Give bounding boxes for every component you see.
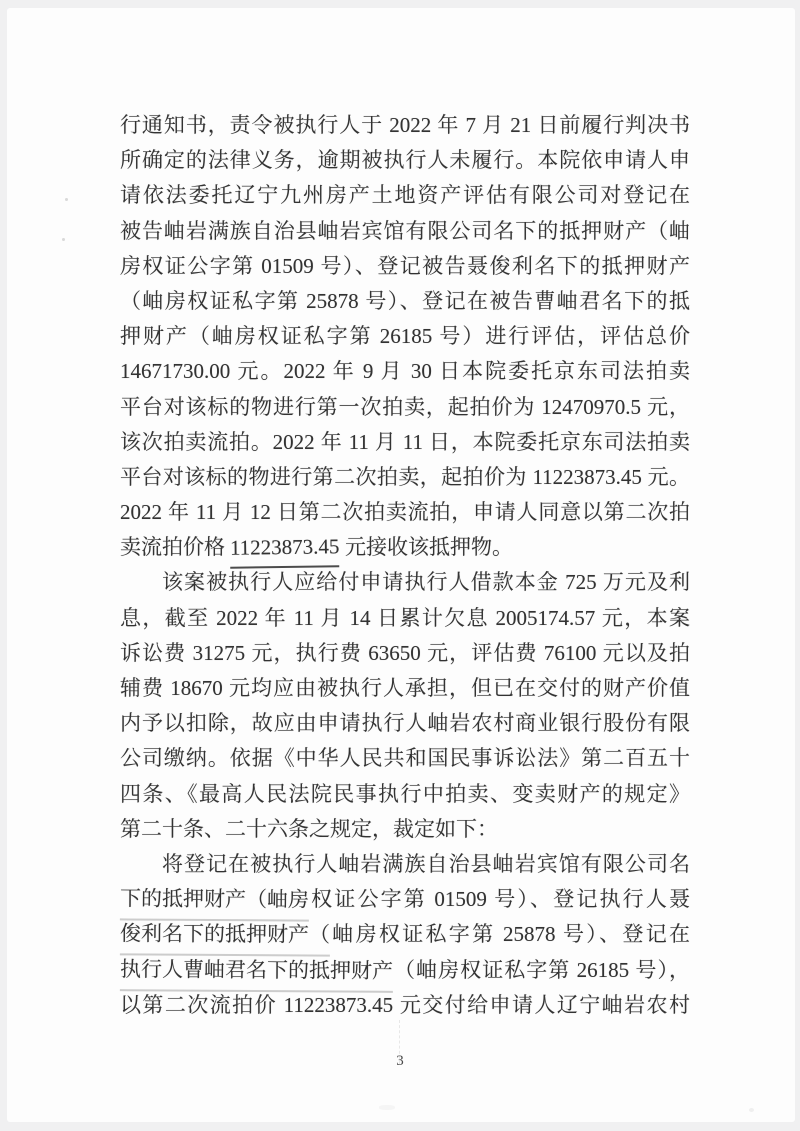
scan-noise-speck — [65, 198, 68, 201]
text-segment: 内予以扣除，故应由申请执行人岫岩农村商业银行股份有限 — [120, 711, 690, 736]
document-line — [120, 988, 690, 1023]
document-line — [120, 812, 690, 847]
pen-underlined-amount: 11223873.45 — [230, 529, 340, 569]
scan-noise-speck — [62, 238, 65, 241]
text-segment: 辅费 18670 元均应由被执行人承担，但已在交付的财产价值 — [120, 676, 690, 700]
document-line — [120, 495, 690, 530]
text-segment: 元接收该抵押物。 — [339, 535, 513, 560]
document-line — [120, 108, 690, 143]
document-line — [120, 671, 690, 706]
document-line — [120, 178, 690, 213]
text-segment: 该案被执行人应给付申请执行人借款本金 725 万元及利 — [162, 570, 690, 595]
pencil-underlined-text: 执行人曹岫君名下的抵押财产 — [120, 952, 393, 993]
document-line — [120, 706, 690, 741]
document-line — [120, 565, 690, 600]
document-line — [120, 425, 690, 460]
text-segment: 权证公字第 01509 号）、登记执行人聂 — [309, 887, 690, 912]
document-line — [120, 249, 690, 284]
document-line — [120, 953, 690, 988]
document-line — [120, 460, 690, 495]
document-line — [120, 882, 690, 917]
page-number: 3 — [396, 1053, 404, 1069]
document-line — [120, 636, 690, 671]
text-segment: 诉讼费 31275 元，执行费 63650 元，评估费 76100 元以及拍 — [120, 640, 690, 665]
scan-noise-smudge — [379, 1105, 395, 1110]
scan-noise-speck — [749, 1108, 754, 1112]
text-segment: 房权证公字第 01509 号）、登记被告聂俊利名下的抵押财产 — [120, 253, 690, 278]
document-line — [120, 530, 690, 565]
text-segment: 以第二次流拍价 11223873.45 元交付给申请人辽宁岫岩农村 — [120, 992, 690, 1017]
text-segment: 息，截至 2022 年 11 月 14 日累计欠息 2005174.57 元，本案 — [120, 605, 690, 630]
text-segment: 岫房权证私字第 25878 号）、登记在 — [330, 922, 690, 947]
document-line — [120, 390, 690, 425]
text-segment: 第二十条、二十六条之规定，裁定如下： — [120, 816, 498, 841]
pencil-underlined-text: 下的抵押财产（岫房 — [120, 882, 309, 922]
document-line — [120, 741, 690, 776]
document-body — [120, 108, 690, 1023]
text-segment: 2022 年 11 月 12 日第二次拍卖流拍，申请人同意以第二次拍 — [120, 500, 690, 525]
text-segment: 平台对该标的物进行第一次拍卖，起拍价为 12470970.5 元， — [120, 394, 690, 419]
text-segment: 14671730.00 元。2022 年 9 月 30 日本院委托京东司法拍卖 — [120, 359, 690, 384]
text-segment: （岫房权证私字第 26185 号）， — [393, 957, 690, 982]
text-segment: 押财产（岫房权证私字第 26185 号）进行评估，评估总价 — [120, 324, 690, 349]
document-line — [120, 601, 690, 636]
document-line — [120, 143, 690, 178]
document-line — [120, 319, 690, 354]
text-segment: 公司缴纳。依据《中华人民共和国民事诉讼法》第二百五十 — [120, 746, 690, 771]
text-segment: 行通知书，责令被执行人于 2022 年 7 月 21 日前履行判决书 — [120, 113, 690, 137]
document-line — [120, 354, 690, 389]
text-segment: 将登记在被执行人岫岩满族自治县岫岩宾馆有限公司名 — [162, 851, 690, 876]
text-segment: 平台对该标的物进行第二次拍卖，起拍价为 11223873.45 元。 — [120, 464, 690, 489]
document-line — [120, 847, 690, 882]
pencil-underlined-text: 俊利名下的抵押财产（ — [120, 917, 330, 957]
document-line — [120, 284, 690, 319]
text-segment: 被告岫岩满族自治县岫岩宾馆有限公司名下的抵押财产（岫 — [120, 218, 690, 243]
text-segment: 该次拍卖流拍。2022 年 11 月 11 日，本院委托京东司法拍卖 — [120, 429, 690, 454]
text-segment: 卖流拍价格 — [120, 535, 231, 560]
document-line — [120, 214, 690, 249]
text-segment: 四条、《最高人民法院民事执行中拍卖、变卖财产的规定》 — [120, 781, 690, 806]
document-line — [120, 777, 690, 812]
text-segment: （岫房权证私字第 25878 号）、登记在被告曹岫君名下的抵 — [120, 288, 690, 313]
text-segment: 请依法委托辽宁九州房产土地资产评估有限公司对登记在 — [120, 183, 690, 208]
document-line — [120, 917, 690, 952]
text-segment: 所确定的法律义务，逾期被执行人未履行。本院依申请人申 — [120, 148, 690, 173]
